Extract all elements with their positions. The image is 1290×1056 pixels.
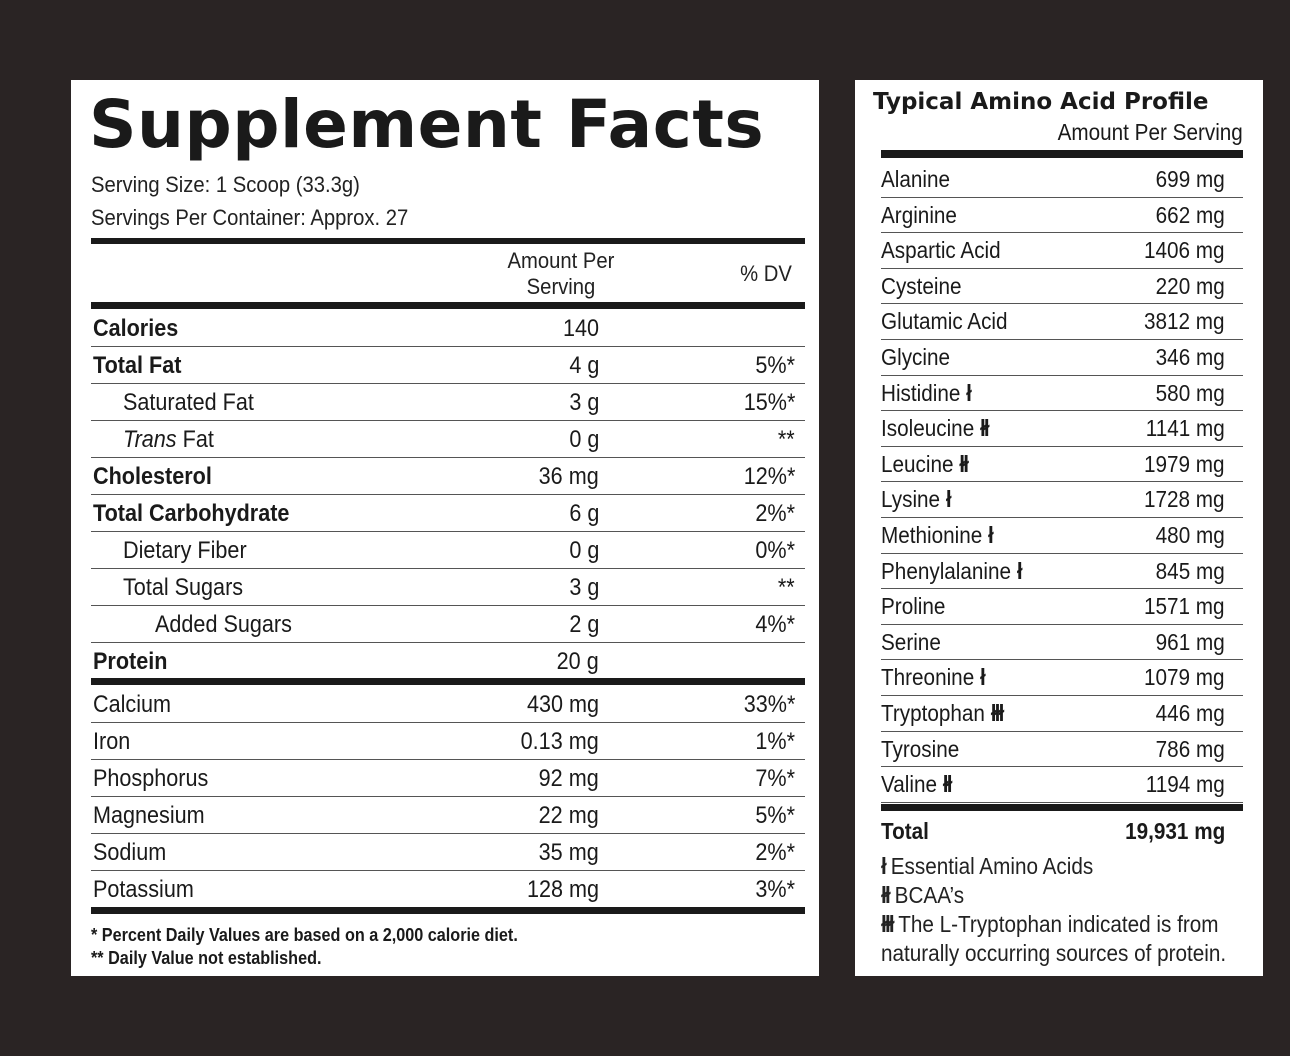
amino-name-text: Leucine — [881, 450, 954, 477]
nutrient-amount: 4 g — [568, 352, 599, 379]
footnote-dv: * Percent Daily Values are based on a 2,000 calorie diet. — [91, 925, 518, 945]
nutrient-dv: 7%* — [755, 765, 795, 792]
amino-mark: łł — [979, 415, 988, 442]
amino-amount: 1079 mg — [1144, 664, 1225, 691]
amino-mark: ł — [988, 522, 992, 548]
nutrient-name: Phosphorus — [93, 765, 209, 792]
facts-row — [91, 685, 805, 723]
nutrient-amount: 0 g — [568, 537, 599, 564]
nutrient-name: Protein — [93, 648, 168, 675]
nutrient-name: Saturated Fat — [123, 389, 254, 416]
amino-name-text: Alanine — [881, 166, 951, 192]
amino-name-text: Glycine — [881, 344, 951, 370]
amino-row — [881, 198, 1243, 234]
nutrient-amount: 3 g — [568, 389, 599, 416]
facts-row — [91, 494, 805, 532]
amino-name-text: Glutamic Acid — [881, 308, 1008, 335]
note-tryptophan-text: The L-Tryptophan indicated is from — [892, 911, 1219, 937]
total-amount: 19,931 mg — [1124, 818, 1225, 844]
nutrient-name: Potassium — [93, 876, 194, 903]
facts-title: Supplement Facts — [89, 86, 765, 163]
amino-name-text: Lysine — [881, 486, 941, 513]
amino-name — [881, 663, 984, 691]
thick-rule — [91, 678, 805, 685]
amino-title: Typical Amino Acid Profile — [873, 89, 1209, 115]
amino-name — [881, 628, 941, 656]
amino-name-text: Phenylalanine — [881, 557, 1012, 584]
nutrient-dv: 2%* — [755, 839, 795, 866]
amino-row — [881, 660, 1243, 696]
nutrient-dv: 0%* — [755, 537, 795, 564]
amino-name — [881, 414, 988, 442]
note-essential — [881, 852, 1093, 881]
nutrient-name: Total Sugars — [123, 574, 244, 601]
amino-amount: 699 mg — [1155, 166, 1225, 192]
amino-mark: łł — [942, 771, 951, 798]
amino-name-text: Threonine — [881, 664, 975, 691]
facts-row — [91, 870, 805, 908]
facts-row — [91, 759, 805, 797]
amino-row — [881, 554, 1243, 590]
nutrient-name: Total Fat — [93, 352, 182, 379]
nutrient-dv: 15%* — [743, 389, 795, 416]
amino-mark: łł — [959, 450, 968, 477]
nutrient-name — [123, 426, 214, 454]
amino-mark: ł — [1016, 557, 1021, 584]
footnote-not-established: ** Daily Value not established. — [91, 948, 322, 968]
amino-name-text: Isoleucine — [881, 415, 975, 442]
amino-amount: 1728 mg — [1144, 486, 1225, 513]
facts-row — [91, 420, 805, 458]
amino-name — [881, 201, 957, 229]
amino-row — [881, 411, 1243, 447]
amino-name-text: Tyrosine — [881, 735, 960, 762]
amino-name — [881, 307, 1008, 335]
nutrient-dv: ** — [778, 574, 795, 601]
amino-name — [881, 272, 962, 300]
thick-rule — [881, 150, 1243, 158]
nutrient-amount: 92 mg — [538, 765, 599, 792]
amino-name — [881, 165, 950, 193]
nutrient-dv: 1%* — [755, 728, 795, 755]
amino-row — [881, 447, 1243, 483]
serving-size: Serving Size: 1 Scoop (33.3g) — [91, 172, 360, 197]
nutrient-amount: 140 — [562, 315, 599, 342]
nutrient-name: Calories — [93, 315, 179, 342]
amino-name — [881, 236, 1001, 264]
amino-amount: 446 mg — [1155, 700, 1225, 726]
nutrient-amount: 3 g — [568, 574, 599, 601]
nutrient-name: Total Carbohydrate — [93, 500, 290, 527]
nutrient-dv: 5%* — [755, 352, 795, 379]
amount-per-serving-header — [487, 248, 634, 300]
facts-row — [91, 383, 805, 421]
note-essential-text: Essential Amino Acids — [884, 853, 1094, 879]
amino-name-text: Arginine — [881, 201, 957, 228]
nutrient-amount: 6 g — [568, 500, 599, 527]
nutrient-dv: 5%* — [755, 802, 795, 829]
note-bcaa — [881, 881, 964, 910]
amino-amount: 3812 mg — [1144, 308, 1225, 335]
amino-name — [881, 592, 945, 620]
tryptophan-mark: łłł — [881, 911, 893, 937]
amino-amount: 220 mg — [1155, 272, 1225, 299]
amino-name-text: Serine — [881, 628, 941, 655]
nutrient-dv: 2%* — [755, 500, 795, 527]
note-tryptophan-cont: naturally occurring sources of protein. — [881, 940, 1227, 966]
amount-header-line2: Serving — [526, 274, 596, 299]
amino-row — [881, 482, 1243, 518]
amino-row — [881, 767, 1243, 803]
amino-name — [881, 521, 992, 549]
facts-row — [91, 457, 805, 495]
nutrient-amount: 0.13 mg — [520, 728, 599, 755]
nutrient-name: Added Sugars — [155, 611, 292, 638]
amino-row — [881, 304, 1243, 340]
amino-row — [881, 233, 1243, 269]
amino-subtitle: Amount Per Serving — [1057, 119, 1243, 145]
nutrient-name: Magnesium — [93, 802, 205, 829]
total-row — [881, 814, 1243, 849]
amino-amount: 1406 mg — [1144, 237, 1225, 264]
supplement-facts-panel — [71, 80, 819, 976]
amino-amount: 346 mg — [1155, 344, 1225, 370]
facts-row — [91, 309, 805, 347]
nutrient-amount: 430 mg — [526, 691, 599, 718]
amino-name-text: Tryptophan — [881, 700, 985, 726]
amino-amount: 1141 mg — [1145, 415, 1225, 442]
nutrient-name: Calcium — [93, 691, 172, 718]
amino-mark: ł — [979, 664, 984, 691]
amino-row — [881, 376, 1243, 412]
amino-amount: 1979 mg — [1144, 450, 1225, 477]
amino-name-text: Aspartic Acid — [881, 237, 1001, 264]
amino-amount: 1571 mg — [1144, 593, 1225, 620]
nutrient-name-rest: Fat — [176, 426, 214, 453]
amino-name-text: Methionine — [881, 522, 983, 548]
amino-amount: 845 mg — [1155, 557, 1225, 584]
amino-mark: łłł — [990, 700, 1003, 726]
nutrient-amount: 2 g — [568, 611, 599, 638]
amino-amount: 580 mg — [1155, 379, 1225, 406]
amino-row — [881, 589, 1243, 625]
amino-mark: ł — [966, 379, 971, 406]
bcaa-mark: łł — [881, 882, 889, 908]
amino-name — [881, 485, 950, 513]
amino-row — [881, 162, 1243, 198]
nutrient-name-italic: Trans — [123, 426, 177, 453]
amount-header-line1: Amount Per — [507, 248, 615, 273]
amino-amount: 480 mg — [1155, 522, 1225, 548]
nutrient-amount: 36 mg — [538, 463, 599, 490]
note-bcaa-text: BCAA’s — [888, 882, 965, 908]
nutrient-dv: 33%* — [743, 691, 795, 718]
dv-header: % DV — [740, 261, 792, 286]
amino-name — [881, 450, 967, 478]
nutrient-name: Sodium — [93, 839, 167, 866]
nutrient-amount: 128 mg — [526, 876, 599, 903]
thick-rule — [91, 302, 805, 309]
servings-per-container: Servings Per Container: Approx. 27 — [91, 205, 409, 230]
amino-name — [881, 379, 970, 407]
nutrient-name: Iron — [93, 728, 131, 755]
facts-row — [91, 833, 805, 871]
amino-amount: 961 mg — [1155, 628, 1225, 655]
nutrient-dv: 4%* — [755, 611, 795, 638]
amino-row — [881, 732, 1243, 768]
facts-row — [91, 605, 805, 643]
thick-rule — [91, 907, 805, 914]
amino-name — [881, 557, 1021, 585]
amino-acid-panel — [855, 80, 1263, 976]
nutrient-dv: 12%* — [743, 463, 795, 490]
nutrient-name: Cholesterol — [93, 463, 212, 490]
amino-mark: ł — [945, 486, 950, 513]
nutrient-dv: ** — [778, 426, 795, 453]
facts-row — [91, 722, 805, 760]
facts-row — [91, 568, 805, 606]
amino-amount: 662 mg — [1155, 201, 1225, 228]
amino-name-text: Proline — [881, 593, 946, 620]
amino-name-text: Histidine — [881, 379, 961, 406]
thick-rule — [91, 238, 805, 244]
amino-name-text: Cysteine — [881, 272, 962, 299]
amino-amount: 1194 mg — [1145, 771, 1225, 798]
amino-row — [881, 696, 1243, 732]
nutrient-name: Dietary Fiber — [123, 537, 247, 564]
nutrient-amount: 22 mg — [538, 802, 599, 829]
amino-name — [881, 699, 1003, 727]
nutrient-amount: 0 g — [568, 426, 599, 453]
amino-row — [881, 269, 1243, 305]
amino-name-text: Valine — [881, 771, 938, 798]
amino-amount: 786 mg — [1155, 735, 1225, 762]
essential-mark: ł — [881, 853, 885, 879]
nutrient-amount: 35 mg — [538, 839, 599, 866]
nutrient-amount: 20 g — [556, 648, 599, 675]
amino-row — [881, 625, 1243, 661]
note-tryptophan — [881, 910, 1218, 939]
amino-name — [881, 735, 959, 763]
facts-row — [91, 642, 805, 679]
amino-row — [881, 340, 1243, 376]
nutrient-dv: 3%* — [755, 876, 795, 903]
amino-name — [881, 770, 951, 798]
facts-row — [91, 346, 805, 384]
total-label: Total — [881, 818, 929, 844]
amino-name — [881, 343, 950, 371]
facts-row — [91, 531, 805, 569]
facts-row — [91, 796, 805, 834]
amino-row — [881, 518, 1243, 554]
thick-rule — [881, 804, 1243, 811]
